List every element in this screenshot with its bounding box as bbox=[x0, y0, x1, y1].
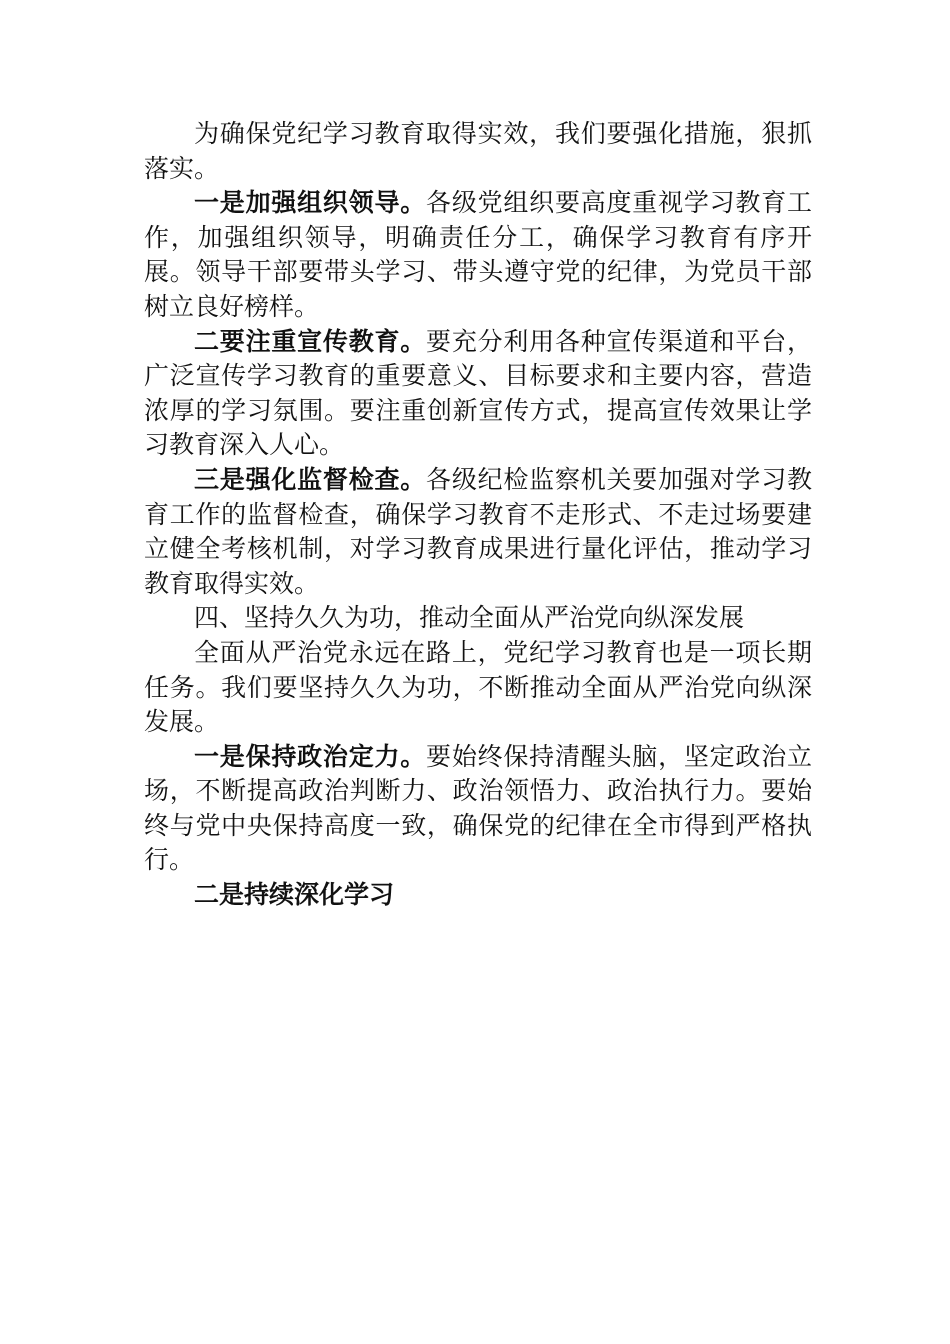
paragraph-text: 各级纪检监察机关要加强对学习教育工作的监督检查，确保学习教育不走形式、不走过场要建立健全考核机制，对学习教育成果进行量化评估，推动学习教育取得实效。 bbox=[144, 464, 812, 598]
paragraph-text: 要始终保持清醒头脑，坚定政治立场，不断提高政治判断力、政治领悟力、政治执行力。要始终与党中央保持高度一致，确保党的纪律在全市得到严格执行。 bbox=[144, 741, 812, 875]
paragraph-long-term bbox=[144, 636, 812, 740]
section-heading bbox=[144, 601, 812, 636]
paragraph-lead: 三是强化监督检查。 bbox=[194, 464, 427, 494]
document-body bbox=[144, 117, 812, 913]
paragraph-text: 要充分利用各种宣传渠道和平台，广泛宣传学习教育的重要意义、目标要求和主要内容，营造浓厚的学习氛围。要注重创新宣传方式，提高宣传效果让学习教育深入人心。 bbox=[144, 326, 812, 460]
paragraph-text: 四、坚持久久为功，推动全面从严治党向纵深发展 bbox=[194, 603, 745, 633]
paragraph-study bbox=[144, 878, 812, 913]
paragraph-lead: 二要注重宣传教育。 bbox=[194, 326, 427, 356]
paragraph-intro bbox=[144, 117, 812, 186]
paragraph-organization bbox=[144, 186, 812, 324]
paragraph-text: 各级党组织要高度重视学习教育工作，加强组织领导，明确责任分工，确保学习教育有序开展。领导干部要带头学习、带头遵守党的纪律，为党员干部树立良好榜样。 bbox=[144, 188, 812, 321]
paragraph-text: 为确保党纪学习教育取得实效，我们要强化措施，狠抓落实。 bbox=[144, 119, 812, 183]
paragraph-lead: 一是保持政治定力。 bbox=[194, 741, 427, 771]
paragraph-political bbox=[144, 740, 812, 878]
paragraph-publicity bbox=[144, 325, 812, 463]
paragraph-supervision bbox=[144, 463, 812, 601]
paragraph-lead: 二是持续深化学习 bbox=[194, 880, 395, 910]
paragraph-text: 全面从严治党永远在路上，党纪学习教育也是一项长期任务。我们要坚持久久为功，不断推动全面从严治党向纵深发展。 bbox=[144, 637, 812, 737]
paragraph-lead: 一是加强组织领导。 bbox=[194, 188, 427, 218]
